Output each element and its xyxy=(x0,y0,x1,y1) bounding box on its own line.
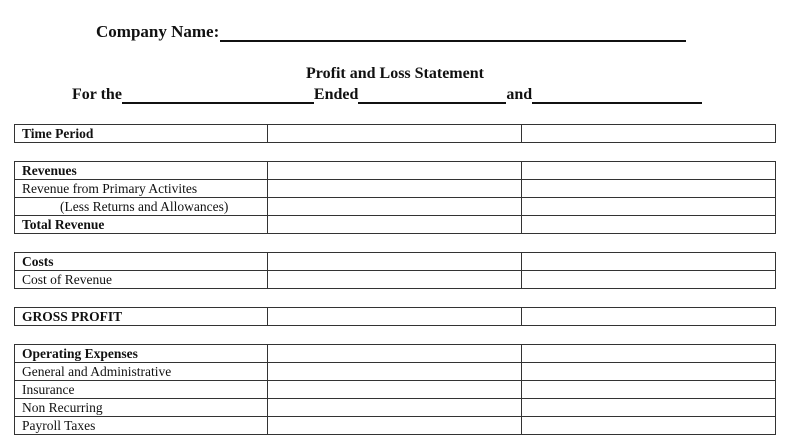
value-cell[interactable] xyxy=(268,271,522,288)
statement-title: Profit and Loss Statement xyxy=(306,65,484,82)
value-cell[interactable] xyxy=(268,345,522,362)
table-row-revenues xyxy=(14,161,776,180)
table-row-total-revenue xyxy=(14,216,776,234)
table-row-costs xyxy=(14,252,776,271)
value-cell[interactable] xyxy=(522,363,775,380)
and-label: and xyxy=(506,86,533,103)
section-gap xyxy=(14,326,776,344)
value-cell[interactable] xyxy=(268,162,522,179)
company-name-label: Company Name: xyxy=(96,22,220,41)
value-cell[interactable] xyxy=(522,271,775,288)
for-the-label: For the xyxy=(72,86,122,103)
value-cell[interactable] xyxy=(522,381,775,398)
section-gap xyxy=(14,289,776,307)
row-label-cost-of-revenue: Cost of Revenue xyxy=(15,271,268,288)
row-label-insurance: Insurance xyxy=(15,381,268,398)
row-label-general-admin: General and Administrative xyxy=(15,363,268,380)
value-cell[interactable] xyxy=(522,345,775,362)
value-cell[interactable] xyxy=(522,417,775,434)
value-cell[interactable] xyxy=(268,381,522,398)
table-row-less-returns xyxy=(14,198,776,216)
section-gap xyxy=(14,143,776,161)
company-name-line xyxy=(96,22,686,42)
start-date-blank[interactable] xyxy=(358,86,506,104)
value-cell[interactable] xyxy=(268,180,522,197)
row-label-revenues: Revenues xyxy=(15,162,268,179)
row-label-operating-expenses: Operating Expenses xyxy=(15,345,268,362)
table-row-non-recurring xyxy=(14,399,776,417)
value-cell[interactable] xyxy=(268,399,522,416)
table-row-time-period xyxy=(14,124,776,143)
value-cell[interactable] xyxy=(268,125,522,142)
row-label-non-recurring: Non Recurring xyxy=(15,399,268,416)
value-cell[interactable] xyxy=(268,216,522,233)
value-cell[interactable] xyxy=(522,125,775,142)
value-cell[interactable] xyxy=(268,198,522,215)
value-cell[interactable] xyxy=(522,308,775,325)
row-label-costs: Costs xyxy=(15,253,268,270)
value-cell[interactable] xyxy=(522,399,775,416)
value-cell[interactable] xyxy=(268,417,522,434)
period-type-blank[interactable] xyxy=(122,86,314,104)
period-line xyxy=(72,86,702,104)
row-label-gross-profit: GROSS PROFIT xyxy=(15,308,268,325)
row-label-time-period: Time Period xyxy=(15,125,268,142)
value-cell[interactable] xyxy=(268,308,522,325)
pl-table xyxy=(14,124,776,435)
value-cell[interactable] xyxy=(268,363,522,380)
table-row-general-admin xyxy=(14,363,776,381)
value-cell[interactable] xyxy=(268,253,522,270)
company-name-blank[interactable] xyxy=(220,22,686,42)
section-gap xyxy=(14,234,776,252)
table-row-cost-of-revenue xyxy=(14,271,776,289)
row-label-less-returns: (Less Returns and Allowances) xyxy=(15,198,268,215)
table-row-insurance xyxy=(14,381,776,399)
value-cell[interactable] xyxy=(522,216,775,233)
value-cell[interactable] xyxy=(522,162,775,179)
row-label-revenue-primary: Revenue from Primary Activites xyxy=(15,180,268,197)
table-row-gross-profit xyxy=(14,307,776,326)
end-date-blank[interactable] xyxy=(532,86,702,104)
table-row-payroll-taxes xyxy=(14,417,776,435)
table-row-operating-expenses xyxy=(14,344,776,363)
ended-label: Ended xyxy=(313,86,359,103)
value-cell[interactable] xyxy=(522,180,775,197)
value-cell[interactable] xyxy=(522,198,775,215)
value-cell[interactable] xyxy=(522,253,775,270)
row-label-total-revenue: Total Revenue xyxy=(15,216,268,233)
table-row-revenue-primary xyxy=(14,180,776,198)
row-label-payroll-taxes: Payroll Taxes xyxy=(15,417,268,434)
